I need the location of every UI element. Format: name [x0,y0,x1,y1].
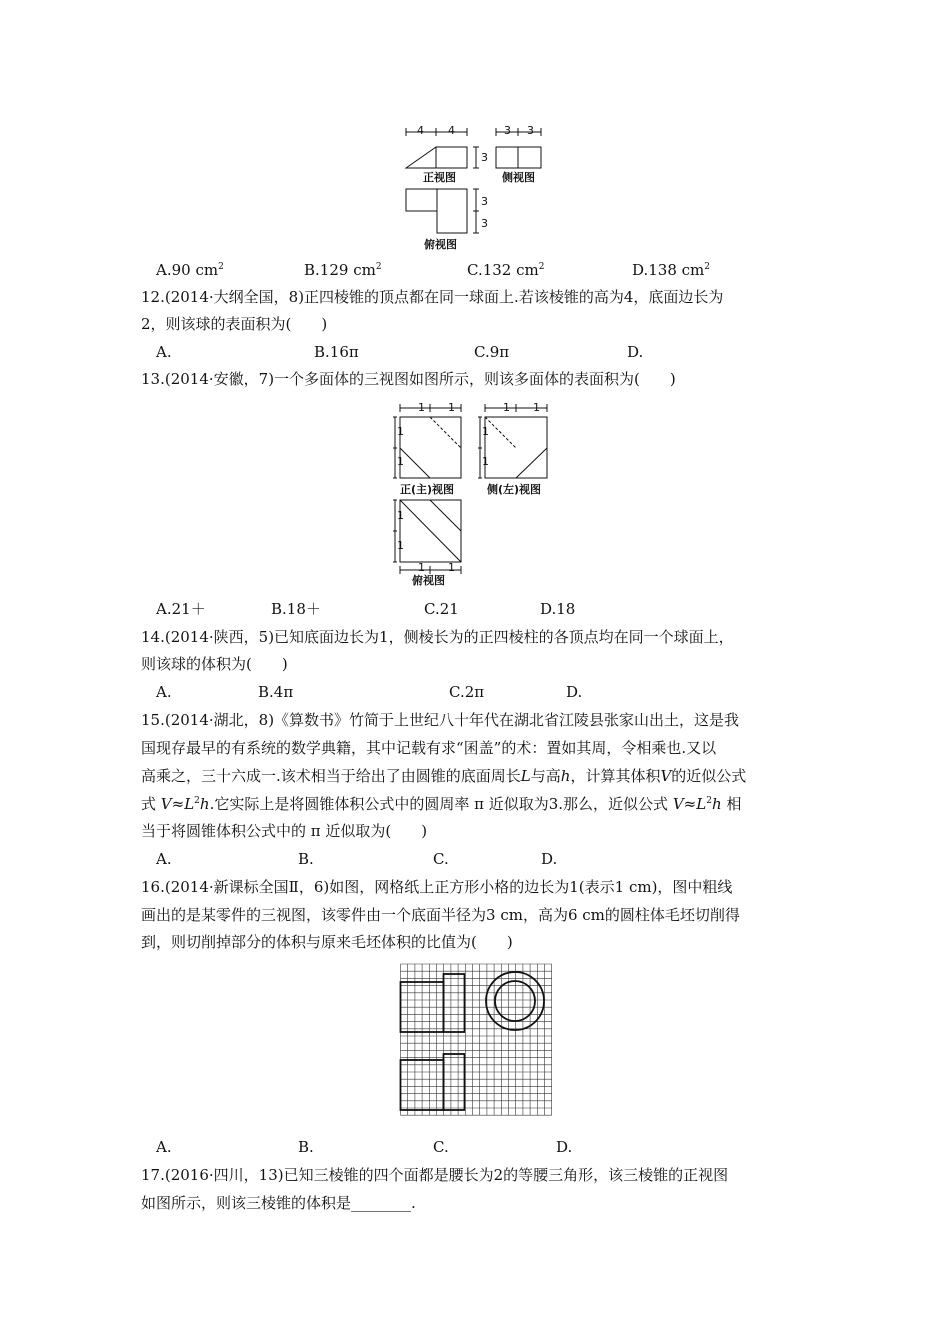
q13-side-dim-2: 1 [533,401,540,414]
q16-grid-three-view [398,962,550,1121]
q11-top-height-2: 3 [481,217,488,230]
q13-front-height-2: 1 [397,455,404,468]
q15-option-a: A. [156,850,172,868]
q15-line-4: 式 $V\approx L^2h$.它实际上是将圆锥体积公式中的圆周率 π 近似取为3.那么，近似公式 $V\approx L^2h$ 相 [141,795,742,813]
q13-side-dim-1: 1 [503,401,510,414]
q13-line-1: 13.(2014·安徽，7)一个多面体的三视图如图所示，则该多面体的表面积为( ) [141,370,676,388]
q16-option-a: A. [156,1138,172,1156]
q11-side-label: 侧视图 [502,171,535,184]
q13-top-height-2: 1 [397,539,404,552]
q15-line-2: 国现存最早的有系统的数学典籍，其中记载有求“囷盖”的术：置如其周，令相乘也.又以 [141,739,717,757]
q12-option-a: A. [156,343,172,361]
q12-option-b: B.16π [314,343,359,361]
q16-option-b: B. [298,1138,314,1156]
q11-front-dim-2: 4 [448,124,455,137]
q13-front-dim-1: 1 [418,401,425,414]
q15-line-3: 高乘之，三十六成一.该术相当于给出了由圆锥的底面周长L与高h，计算其体积V的近似公式 [141,767,747,785]
q15-option-c: C. [433,850,449,868]
q17-line-2: 如图所示，则该三棱锥的体积是________. [141,1194,416,1212]
q14-line-2: 则该球的体积为( ) [141,655,288,673]
q11-option-b: B.129 $cm^2$ [304,261,382,279]
q12-option-c: C.9π [474,343,510,361]
q14-option-b: B.4π [258,683,294,701]
q15-option-d: D. [541,850,558,868]
q13-option-d: D.18 [540,600,576,618]
q11-option-d: D.138 $cm^2$ [632,261,711,279]
q13-front-dim-2: 1 [448,401,455,414]
q14-option-c: C.2π [449,683,485,701]
q13-top-dim-1: 1 [418,561,425,574]
q15-line-5: 当于将圆锥体积公式中的 π 近似取为( ) [141,822,428,840]
q15-option-b: B. [298,850,314,868]
q11-front-label: 正视图 [423,171,456,184]
q11-side-dim-2: 3 [527,124,534,137]
q11-front-height: 3 [481,151,488,164]
q11-top-height-1: 3 [481,195,488,208]
q16-option-d: D. [556,1138,573,1156]
q11-option-a: A.90 $cm^2$ [156,261,224,279]
q16-line-3: 到，则切削掉部分的体积与原来毛坯体积的比值为( ) [141,933,513,951]
q17-line-1: 17.(2016·四川，13)已知三棱锥的四个面都是腰长为2的等腰三角形，该三棱锥的正视图 [141,1166,729,1184]
q14-line-1: 14.(2014·陕西，5)已知底面边长为1，侧棱长为的正四棱柱的各顶点均在同一个球面上， [141,628,734,646]
q13-side-height-2: 1 [482,455,489,468]
q14-option-a: A. [156,683,172,701]
q13-option-a: A.21＋ [156,600,206,618]
q13-option-c: C.21 [424,600,459,618]
q13-front-label: 正(主)视图 [400,483,455,496]
q12-line-1: 12.(2014·大纲全国，8)正四棱锥的顶点都在同一球面上.若该棱锥的高为4，底面边长为 [141,288,724,306]
q13-side-height-1: 1 [482,425,489,438]
q16-line-1: 16.(2014·新课标全国Ⅱ，6)如图，网格纸上正方形小格的边长为1(表示1 cm)，图中粗线 [141,878,733,896]
q11-front-dim-1: 4 [417,124,424,137]
q16-line-2: 画出的是某零件的三视图，该零件由一个底面半径为3 cm，高为6 cm的圆柱体毛坯切削得 [141,906,740,924]
q13-top-height-1: 1 [397,509,404,522]
q11-side-dim-1: 3 [504,124,511,137]
q13-side-label: 侧(左)视图 [487,483,542,496]
q14-option-d: D. [566,683,583,701]
q12-line-2: 2，则该球的表面积为( ) [141,315,328,333]
q13-option-b: B.18＋ [271,600,321,618]
q11-top-label: 俯视图 [424,238,457,251]
q12-option-d: D. [627,343,644,361]
q16-option-c: C. [433,1138,449,1156]
q13-front-height-1: 1 [397,425,404,438]
q13-top-label: 俯视图 [412,574,445,587]
q11-option-c: C.132 $cm^2$ [467,261,545,279]
q15-line-1: 15.(2014·湖北，8)《算数书》竹简于上世纪八十年代在湖北省江陵县张家山出土，这是我 [141,711,740,729]
q13-top-dim-2: 1 [448,561,455,574]
